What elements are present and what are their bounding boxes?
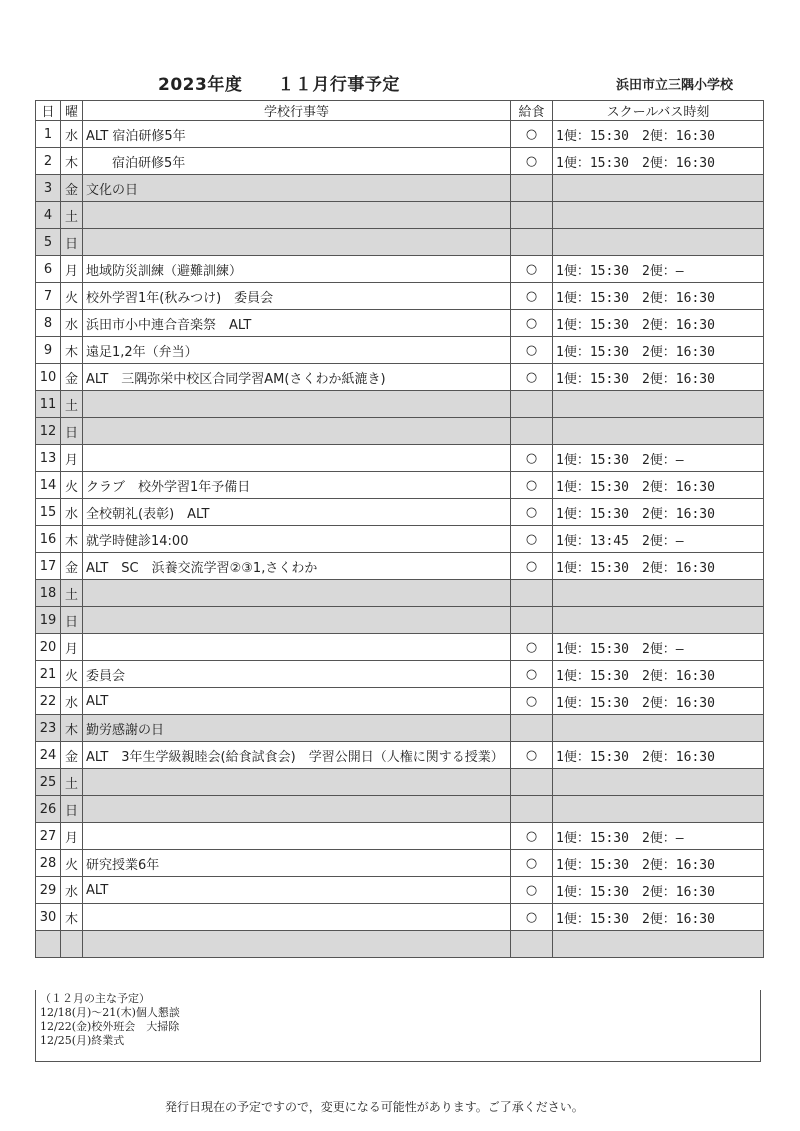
weekday-cell: 水	[61, 499, 83, 526]
table-row	[36, 121, 764, 148]
bus-time-cell: 1便：13:45 2便：—	[553, 526, 764, 553]
weekday-cell: 金	[61, 175, 83, 202]
day-cell: 29	[36, 877, 61, 904]
event-cell	[83, 229, 511, 256]
weekday-cell: 木	[61, 337, 83, 364]
lunch-cell: ○	[511, 850, 553, 877]
event-cell	[83, 391, 511, 418]
day-cell	[36, 931, 61, 958]
lunch-cell	[511, 796, 553, 823]
note-item: 12/25(月)終業式	[40, 1034, 125, 1047]
school-name: 浜田市立三隅小学校	[616, 78, 734, 93]
event-cell: 校外学習1年(秋みつけ) 委員会	[83, 283, 511, 310]
lunch-cell	[511, 202, 553, 229]
table-row	[36, 850, 764, 877]
day-cell: 24	[36, 742, 61, 769]
bus-time-cell	[553, 202, 764, 229]
weekday-cell: 月	[61, 634, 83, 661]
day-cell: 11	[36, 391, 61, 418]
weekday-cell: 金	[61, 553, 83, 580]
table-row	[36, 148, 764, 175]
schedule-table	[35, 100, 764, 958]
event-cell	[83, 607, 511, 634]
weekday-cell: 水	[61, 688, 83, 715]
bus-time-cell: 1便：15:30 2便：16:30	[553, 742, 764, 769]
weekday-cell: 水	[61, 121, 83, 148]
lunch-cell: ○	[511, 688, 553, 715]
bus-time-cell: 1便：15:30 2便：16:30	[553, 877, 764, 904]
bus-time-cell: 1便：15:30 2便：—	[553, 256, 764, 283]
lunch-cell: ○	[511, 553, 553, 580]
day-cell: 23	[36, 715, 61, 742]
day-cell: 28	[36, 850, 61, 877]
table-row	[36, 418, 764, 445]
bus-time-cell: 1便：15:30 2便：16:30	[553, 661, 764, 688]
event-cell: 文化の日	[83, 175, 511, 202]
day-cell: 25	[36, 769, 61, 796]
event-cell: 宿泊研修5年	[83, 148, 511, 175]
weekday-cell: 日	[61, 418, 83, 445]
event-cell: 就学時健診14:00	[83, 526, 511, 553]
col-day: 日	[36, 101, 61, 121]
bus-time-cell: 1便：15:30 2便：16:30	[553, 310, 764, 337]
event-cell: ALT 3年生学級親睦会(給食試食会) 学習公開日（人権に関する授業）	[83, 742, 511, 769]
day-cell: 21	[36, 661, 61, 688]
bus-time-cell: 1便：15:30 2便：16:30	[553, 553, 764, 580]
day-cell: 15	[36, 499, 61, 526]
day-cell: 18	[36, 580, 61, 607]
lunch-cell: ○	[511, 526, 553, 553]
bus-time-cell	[553, 580, 764, 607]
bus-time-cell: 1便：15:30 2便：—	[553, 445, 764, 472]
bus-time-cell: 1便：15:30 2便：—	[553, 634, 764, 661]
lunch-cell	[511, 607, 553, 634]
table-row	[36, 499, 764, 526]
day-cell: 13	[36, 445, 61, 472]
day-cell: 14	[36, 472, 61, 499]
lunch-cell	[511, 580, 553, 607]
bus-time-cell	[553, 931, 764, 958]
day-cell: 19	[36, 607, 61, 634]
event-cell: 勤労感謝の日	[83, 715, 511, 742]
event-cell: ALT 宿泊研修5年	[83, 121, 511, 148]
bus-time-cell: 1便：15:30 2便：16:30	[553, 688, 764, 715]
event-cell	[83, 796, 511, 823]
table-row	[36, 904, 764, 931]
table-row	[36, 796, 764, 823]
bus-time-cell	[553, 229, 764, 256]
bus-time-cell: 1便：15:30 2便：16:30	[553, 148, 764, 175]
day-cell: 27	[36, 823, 61, 850]
table-row	[36, 877, 764, 904]
lunch-cell	[511, 715, 553, 742]
bus-time-cell: 1便：15:30 2便：16:30	[553, 904, 764, 931]
event-cell: 遠足1,2年（弁当）	[83, 337, 511, 364]
weekday-cell: 土	[61, 769, 83, 796]
event-cell	[83, 445, 511, 472]
weekday-cell: 火	[61, 472, 83, 499]
page-title: 2023年度 １１月行事予定	[158, 75, 400, 95]
day-cell: 17	[36, 553, 61, 580]
table-row	[36, 175, 764, 202]
table-row	[36, 472, 764, 499]
day-cell: 20	[36, 634, 61, 661]
weekday-cell: 月	[61, 256, 83, 283]
table-row	[36, 607, 764, 634]
day-cell: 10	[36, 364, 61, 391]
event-cell	[83, 418, 511, 445]
bus-time-cell	[553, 418, 764, 445]
bus-time-cell: 1便：15:30 2便：16:30	[553, 850, 764, 877]
lunch-cell: ○	[511, 337, 553, 364]
lunch-cell: ○	[511, 634, 553, 661]
weekday-cell: 月	[61, 823, 83, 850]
table-row	[36, 256, 764, 283]
bus-time-cell: 1便：15:30 2便：16:30	[553, 283, 764, 310]
bus-time-cell	[553, 175, 764, 202]
bus-time-cell	[553, 715, 764, 742]
col-weekday: 曜	[61, 101, 83, 121]
weekday-cell: 日	[61, 796, 83, 823]
event-cell	[83, 823, 511, 850]
lunch-cell: ○	[511, 256, 553, 283]
table-row	[36, 526, 764, 553]
bus-time-cell: 1便：15:30 2便：16:30	[553, 472, 764, 499]
lunch-cell: ○	[511, 904, 553, 931]
event-cell	[83, 904, 511, 931]
event-cell: クラブ 校外学習1年予備日	[83, 472, 511, 499]
table-row	[36, 202, 764, 229]
event-cell: 浜田市小中連合音楽祭 ALT	[83, 310, 511, 337]
event-cell	[83, 634, 511, 661]
table-row	[36, 715, 764, 742]
weekday-cell: 火	[61, 661, 83, 688]
lunch-cell	[511, 175, 553, 202]
lunch-cell: ○	[511, 445, 553, 472]
schedule-body	[36, 121, 764, 958]
table-row	[36, 310, 764, 337]
lunch-cell: ○	[511, 499, 553, 526]
bus-time-cell	[553, 607, 764, 634]
col-bus: スクールバス時刻	[553, 101, 764, 121]
table-row	[36, 445, 764, 472]
lunch-cell: ○	[511, 148, 553, 175]
event-cell: ALT	[83, 877, 511, 904]
footer-note: 発行日現在の予定ですので，変更になる可能性があります。ご了承ください。	[165, 1100, 584, 1114]
weekday-cell: 土	[61, 580, 83, 607]
day-cell: 16	[36, 526, 61, 553]
weekday-cell: 水	[61, 877, 83, 904]
table-row	[36, 337, 764, 364]
bus-time-cell	[553, 796, 764, 823]
table-row	[36, 823, 764, 850]
weekday-cell: 金	[61, 364, 83, 391]
header-row	[36, 101, 764, 121]
weekday-cell: 土	[61, 202, 83, 229]
event-cell: 委員会	[83, 661, 511, 688]
day-cell: 8	[36, 310, 61, 337]
weekday-cell: 木	[61, 715, 83, 742]
day-cell: 1	[36, 121, 61, 148]
bus-time-cell: 1便：15:30 2便：16:30	[553, 337, 764, 364]
table-row	[36, 229, 764, 256]
day-cell: 2	[36, 148, 61, 175]
bus-time-cell	[553, 769, 764, 796]
lunch-cell: ○	[511, 823, 553, 850]
table-row	[36, 769, 764, 796]
event-cell: 研究授業6年	[83, 850, 511, 877]
lunch-cell: ○	[511, 310, 553, 337]
event-cell: ALT 三隅弥栄中校区合同学習AM(さくわか紙漉き)	[83, 364, 511, 391]
event-cell	[83, 931, 511, 958]
lunch-cell	[511, 391, 553, 418]
table-row	[36, 553, 764, 580]
col-events: 学校行事等	[83, 101, 511, 121]
notes-heading: （１２月の主な予定）	[40, 992, 150, 1005]
bus-time-cell	[553, 391, 764, 418]
note-item: 12/18(月)～21(木)個人懇談	[40, 1006, 180, 1019]
december-notes	[35, 990, 761, 1062]
weekday-cell: 水	[61, 310, 83, 337]
table-row	[36, 742, 764, 769]
table-row	[36, 580, 764, 607]
day-cell: 6	[36, 256, 61, 283]
lunch-cell: ○	[511, 283, 553, 310]
table-row	[36, 931, 764, 958]
col-lunch: 給食	[511, 101, 553, 121]
day-cell: 5	[36, 229, 61, 256]
lunch-cell: ○	[511, 661, 553, 688]
lunch-cell: ○	[511, 472, 553, 499]
weekday-cell: 日	[61, 229, 83, 256]
table-row	[36, 364, 764, 391]
bus-time-cell: 1便：15:30 2便：16:30	[553, 364, 764, 391]
table-row	[36, 661, 764, 688]
lunch-cell: ○	[511, 877, 553, 904]
weekday-cell	[61, 931, 83, 958]
day-cell: 7	[36, 283, 61, 310]
weekday-cell: 木	[61, 904, 83, 931]
lunch-cell: ○	[511, 364, 553, 391]
weekday-cell: 金	[61, 742, 83, 769]
lunch-cell	[511, 931, 553, 958]
event-cell	[83, 580, 511, 607]
table-row	[36, 391, 764, 418]
table-row	[36, 283, 764, 310]
day-cell: 22	[36, 688, 61, 715]
event-cell: ALT	[83, 688, 511, 715]
lunch-cell	[511, 229, 553, 256]
lunch-cell	[511, 418, 553, 445]
table-row	[36, 688, 764, 715]
day-cell: 30	[36, 904, 61, 931]
weekday-cell: 土	[61, 391, 83, 418]
day-cell: 26	[36, 796, 61, 823]
bus-time-cell: 1便：15:30 2便：16:30	[553, 121, 764, 148]
event-cell: 全校朝礼(表彰) ALT	[83, 499, 511, 526]
event-cell: ALT SC 浜養交流学習②③1,さくわか	[83, 553, 511, 580]
day-cell: 9	[36, 337, 61, 364]
bus-time-cell: 1便：15:30 2便：16:30	[553, 499, 764, 526]
note-item: 12/22(金)校外班会 大掃除	[40, 1020, 180, 1033]
event-cell: 地域防災訓練（避難訓練）	[83, 256, 511, 283]
weekday-cell: 月	[61, 445, 83, 472]
bus-time-cell: 1便：15:30 2便：—	[553, 823, 764, 850]
day-cell: 12	[36, 418, 61, 445]
lunch-cell: ○	[511, 121, 553, 148]
event-cell	[83, 202, 511, 229]
weekday-cell: 木	[61, 148, 83, 175]
weekday-cell: 木	[61, 526, 83, 553]
day-cell: 4	[36, 202, 61, 229]
lunch-cell: ○	[511, 742, 553, 769]
day-cell: 3	[36, 175, 61, 202]
weekday-cell: 日	[61, 607, 83, 634]
weekday-cell: 火	[61, 283, 83, 310]
event-cell	[83, 769, 511, 796]
table-row	[36, 634, 764, 661]
weekday-cell: 火	[61, 850, 83, 877]
lunch-cell	[511, 769, 553, 796]
